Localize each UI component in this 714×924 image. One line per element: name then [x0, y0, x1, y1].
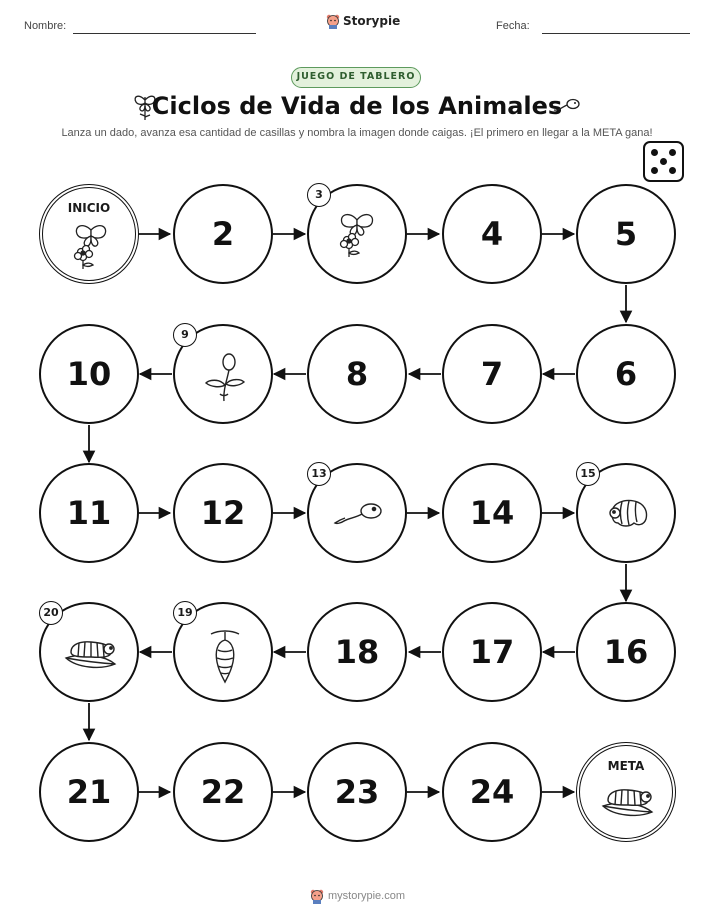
board-space[interactable]	[442, 184, 542, 284]
instructions: Lanza un dado, avanza esa cantidad de casillas y nombra la imagen donde caigas. ¡El primero en llegar a la META gana!	[61, 127, 653, 139]
space-number-badge: 15	[576, 462, 600, 486]
butterfly-flower-icon	[67, 222, 115, 270]
space-number-badge: 19	[173, 601, 197, 625]
board-space[interactable]	[442, 324, 542, 424]
space-number: 16	[603, 633, 649, 671]
space-number-badge: 3	[307, 183, 331, 207]
chrysalis-icon	[207, 628, 243, 684]
start-label: INICIO	[67, 201, 111, 215]
brand-name: Storypie	[343, 14, 401, 28]
board-space-start[interactable]	[39, 184, 139, 284]
board-space[interactable]	[442, 463, 542, 563]
board-space-picture[interactable]	[173, 602, 273, 702]
space-number: 12	[200, 494, 246, 532]
space-number-badge: 20	[39, 601, 63, 625]
space-number: 8	[345, 355, 369, 393]
board-space[interactable]	[307, 324, 407, 424]
space-number: 2	[211, 215, 235, 253]
board-space[interactable]	[39, 463, 139, 563]
board-space[interactable]	[576, 184, 676, 284]
caterpillar-leaf-icon	[63, 636, 119, 672]
board-space-finish[interactable]	[576, 742, 676, 842]
board-space-picture[interactable]	[307, 463, 407, 563]
tadpole-icon	[333, 499, 385, 531]
finish-label: META	[607, 759, 645, 773]
sprout-icon	[201, 350, 249, 402]
game-badge: JUEGO DE TABLERO	[291, 67, 421, 88]
space-number: 23	[334, 773, 380, 811]
space-number: 5	[614, 215, 638, 253]
space-number: 17	[469, 633, 515, 671]
footer	[310, 888, 405, 904]
board-space[interactable]	[576, 324, 676, 424]
board-space[interactable]	[307, 742, 407, 842]
board-space-picture[interactable]	[39, 602, 139, 702]
space-number: 11	[66, 494, 112, 532]
board-space-picture[interactable]	[307, 184, 407, 284]
board-space[interactable]	[173, 742, 273, 842]
space-number: 22	[200, 773, 246, 811]
space-number: 24	[469, 773, 515, 811]
larva-icon	[602, 495, 652, 531]
space-number-badge: 13	[307, 462, 331, 486]
bear-logo-icon	[310, 888, 324, 904]
space-number: 4	[480, 215, 504, 253]
space-number: 6	[614, 355, 638, 393]
board-space[interactable]	[442, 742, 542, 842]
caterpillar-leaf-icon	[600, 784, 656, 820]
board-space[interactable]	[307, 602, 407, 702]
board-space[interactable]	[173, 184, 273, 284]
page-title: Ciclos de Vida de los Animales	[151, 92, 563, 120]
space-number: 7	[480, 355, 504, 393]
date-label: Fecha:	[496, 20, 530, 32]
space-number: 18	[334, 633, 380, 671]
butterfly-flower-icon	[333, 210, 381, 258]
name-label: Nombre:	[24, 20, 67, 32]
footer-url[interactable]: mystorypie.com	[328, 890, 406, 902]
space-number: 14	[469, 494, 515, 532]
board-space[interactable]	[442, 602, 542, 702]
board-space[interactable]	[173, 463, 273, 563]
board-space[interactable]	[576, 602, 676, 702]
board-space[interactable]	[39, 324, 139, 424]
board-space[interactable]	[39, 742, 139, 842]
board-space-picture[interactable]	[576, 463, 676, 563]
space-number: 21	[66, 773, 112, 811]
space-number-badge: 9	[173, 323, 197, 347]
board-space-picture[interactable]	[173, 324, 273, 424]
space-number: 10	[66, 355, 112, 393]
